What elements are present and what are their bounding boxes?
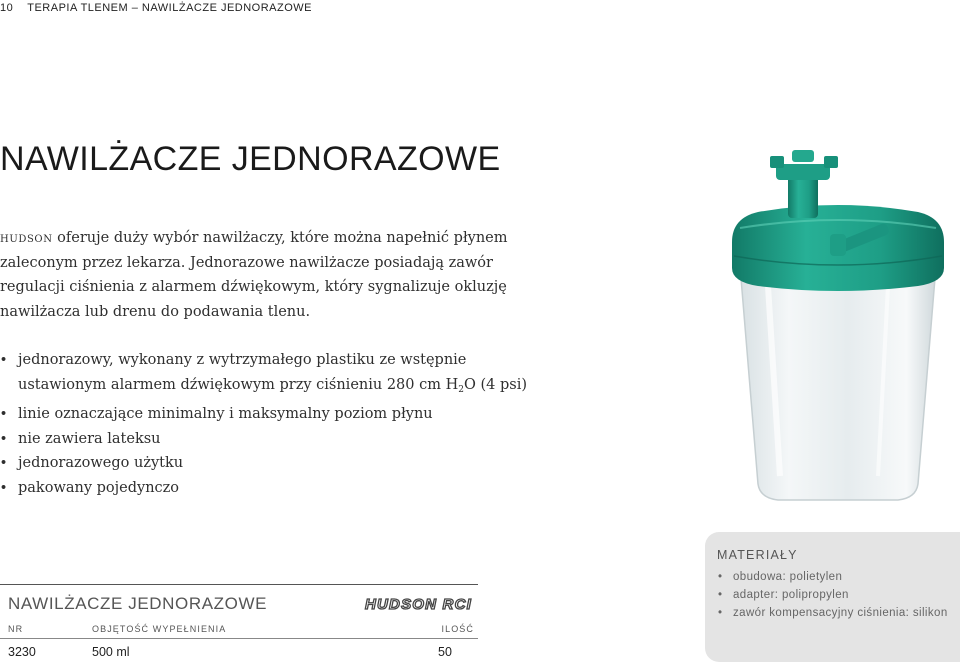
feature-text-post: O (4 psi) [463,376,527,393]
intro-text: oferuje duży wybór nawilżaczy, które można napełnić płynem zaleconym przez lekarza. Jednorazowe nawilżacze posiadają zawór regulacji ciśnienia z alarmem dźwiękowym, który sygnalizuje okluzję nawilżacza lub drenu do podawania tlenu. [0,230,508,320]
humidifier-product-image [718,146,958,506]
hudson-rci-logo: HUDSON RCI [364,595,472,613]
materials-list [717,568,948,622]
running-header [0,2,312,14]
cell-nr: 3230 [8,644,36,659]
material-item: • obudowa: polietylen [717,568,948,586]
table-title: NAWILŻACZE JEDNORAZOWE [8,594,268,613]
brand-name: hudson [0,230,53,246]
material-item: • zawór kompensacyjny ciśnienia: silikon [717,604,948,622]
feature-item [0,348,530,402]
feature-subscript: 2 [458,384,464,395]
section-title: TERAPIA TLENEM – NAWILŻACZE JEDNORAZOWE [27,2,313,14]
feature-item: • jednorazowego użytku [0,451,530,476]
feature-list [0,348,530,500]
page-title: NAWILŻACZE JEDNORAZOWE [0,140,501,178]
intro-paragraph [0,226,540,324]
column-header-nr: NR [8,624,24,634]
cell-quantity: 50 [438,644,452,659]
order-table [0,584,478,662]
column-header-quantity: ILOŚĆ [441,624,474,634]
table-row [0,639,478,662]
cap-neck [788,176,818,218]
material-item: • adapter: polipropylen [717,586,948,604]
page-number: 10 [0,2,14,14]
feature-text-pre: jednorazowy, wykonany z wytrzymałego plastiku ze wstępnie ustawionym alarmem dźwiękowym przy ciśnieniu 280 cm H [18,352,467,393]
table-column-headers [0,622,478,639]
cell-volume: 500 ml [92,644,130,659]
column-header-volume: OBJĘTOŚĆ WYPEŁNIENIA [92,624,227,634]
feature-item: • pakowany pojedynczo [0,476,530,501]
materials-box [705,532,960,662]
materials-title: MATERIAŁY [717,548,798,562]
table-header [0,585,478,615]
feature-item: • linie oznaczające minimalny i maksymalny poziom płynu [0,402,530,427]
feature-item: • nie zawiera lateksu [0,427,530,452]
